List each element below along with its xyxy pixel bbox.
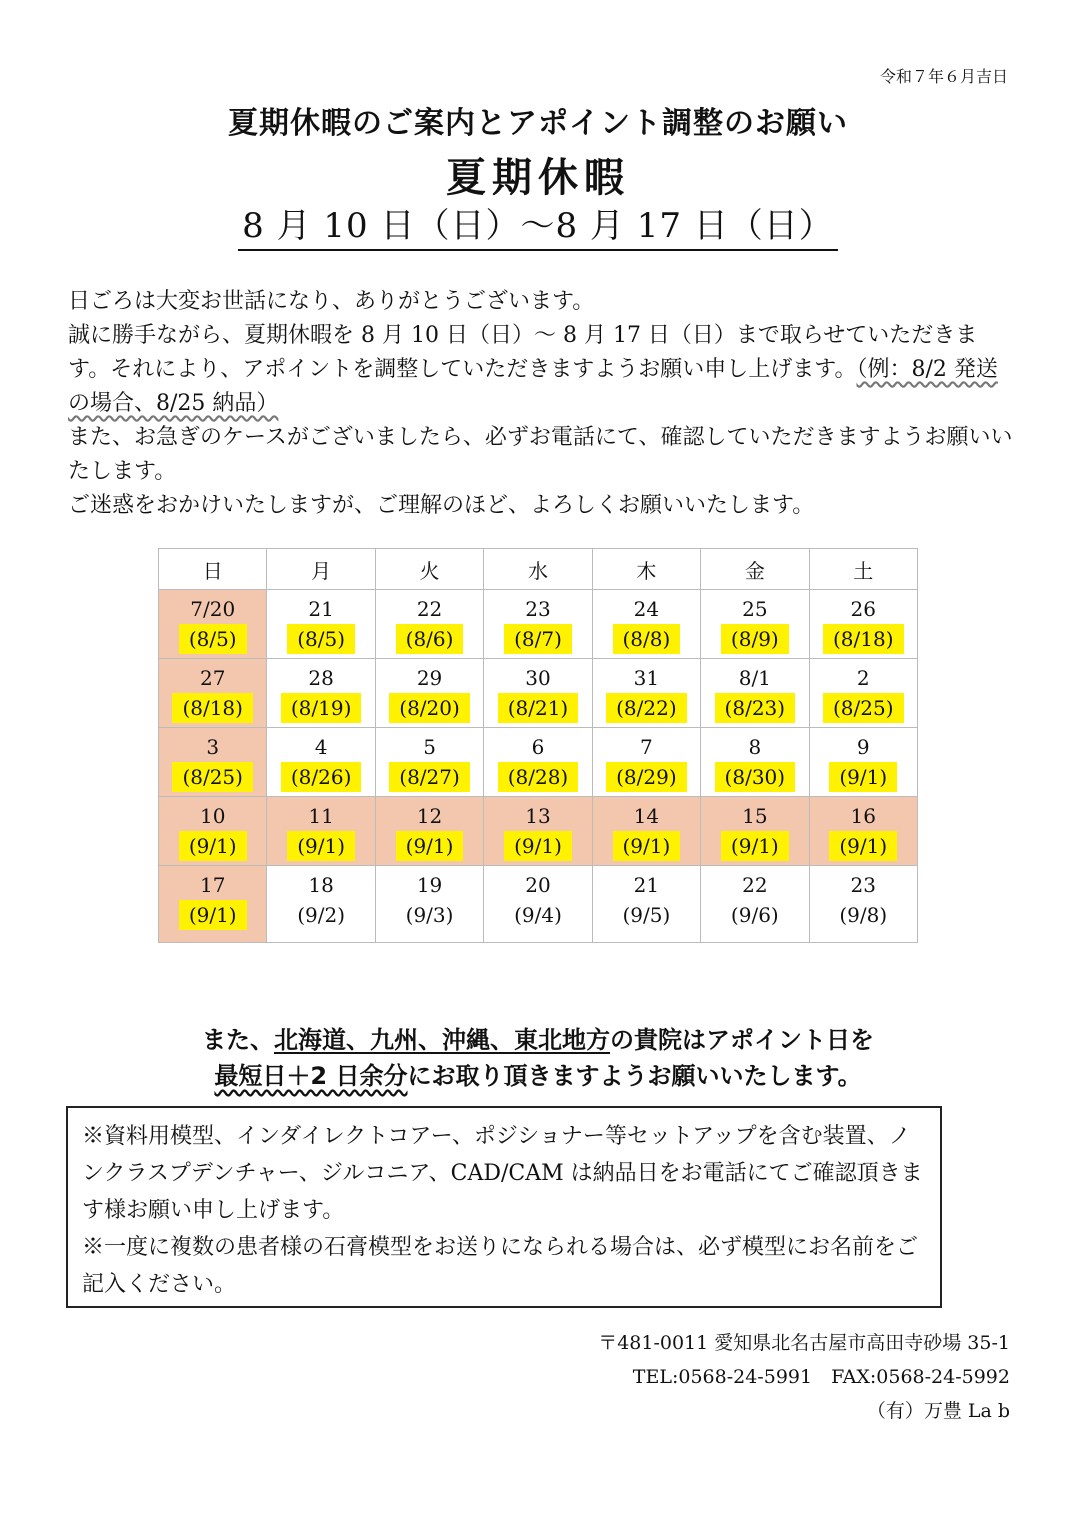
calendar-day-cell	[809, 866, 917, 943]
shipping-date: 4	[314, 735, 328, 759]
shipping-date: 9	[856, 735, 870, 759]
calendar-day-cell	[484, 590, 592, 659]
delivery-date: (9/6)	[730, 903, 779, 927]
delivery-example: （例：8/2 発送の場合、8/25 納品）	[68, 357, 998, 416]
issue-date: 令和７年６月吉日	[879, 67, 1008, 86]
delivery-date: (9/8)	[839, 903, 888, 927]
footer-company: （有）万豊 La b	[866, 1400, 1010, 1422]
shipping-date: 13	[525, 804, 551, 828]
shipping-date: 27	[199, 666, 226, 690]
delivery-date: (8/5)	[179, 624, 247, 654]
shipping-date: 19	[416, 873, 443, 897]
shipping-date: 17	[199, 873, 226, 897]
delivery-date: (8/6)	[396, 624, 464, 654]
shipping-date: 22	[416, 597, 443, 621]
delivery-date: (9/1)	[287, 831, 355, 861]
calendar-day-cell	[267, 659, 375, 728]
shipping-date: 8/1	[738, 666, 771, 690]
calendar-week-row	[159, 866, 918, 943]
calendar-week-row	[159, 797, 918, 866]
calendar-day-cell	[159, 797, 267, 866]
delivery-date: (8/25)	[172, 762, 253, 792]
delivery-date: (8/8)	[613, 624, 681, 654]
shipping-date: 8	[748, 735, 762, 759]
body-paragraph-apology: ご迷惑をおかけいたしますが、ご理解のほど、よろしくお願いいたします。	[68, 493, 815, 518]
calendar-day-cell	[592, 659, 700, 728]
calendar-day-cell	[592, 728, 700, 797]
footer-contact	[598, 1326, 1010, 1428]
calendar-day-cell	[267, 866, 375, 943]
delivery-date: (9/1)	[613, 831, 681, 861]
delivery-date: (8/29)	[606, 762, 687, 792]
delivery-date: (8/18)	[172, 693, 253, 723]
note-confirm-delivery: ※資料用模型、インダイレクトコアー、ポジショナー等セットアップを含む装置、ノンクラスプデンチャー、ジルコニア、CAD/CAM は納品日をお電話にてご確認頂きます様お願い申し上げます。	[82, 1124, 923, 1223]
delivery-date: (8/27)	[389, 762, 470, 792]
body-paragraph-urgent: また、お急ぎのケースがございましたら、必ずお電話にて、確認していただきますようお願いいたします。	[68, 425, 1013, 484]
shipping-date: 24	[633, 597, 660, 621]
calendar-week-row	[159, 590, 918, 659]
delivery-date: (8/21)	[498, 693, 579, 723]
delivery-date: (8/7)	[504, 624, 572, 654]
calendar-day-cell	[809, 659, 917, 728]
delivery-date: (9/2)	[297, 903, 346, 927]
delivery-date: (8/23)	[715, 693, 796, 723]
document-title: 夏期休暇のご案内とアポイント調整のお願い	[228, 106, 848, 141]
shipping-date: 6	[531, 735, 545, 759]
delivery-date: (9/1)	[179, 900, 247, 930]
notes-box	[66, 1106, 942, 1308]
shipping-date: 28	[308, 666, 334, 690]
notice-prefix: また、	[202, 1026, 274, 1054]
delivery-date: (8/5)	[287, 624, 355, 654]
weekday-header: 木	[592, 549, 700, 590]
weekday-header: 水	[484, 549, 592, 590]
weekday-header: 金	[701, 549, 809, 590]
shipping-date: 2	[856, 666, 870, 690]
calendar-day-cell	[701, 797, 809, 866]
shipping-date: 15	[742, 804, 768, 828]
calendar-day-cell	[484, 797, 592, 866]
holiday-sentence: 誠に勝手ながら、夏期休暇を 8 月 10 日（日）～ 8 月 17 日（日）まで取らせていただきます。それにより、アポイントを調整していただきますようお願い申し上げます。	[68, 323, 978, 382]
calendar-day-cell	[592, 797, 700, 866]
delivery-date: (9/1)	[721, 831, 789, 861]
calendar-day-cell	[267, 728, 375, 797]
shipping-date: 23	[850, 873, 876, 897]
calendar-day-cell	[701, 659, 809, 728]
calendar-day-cell	[701, 590, 809, 659]
delivery-calendar	[158, 548, 918, 943]
body-paragraph-holiday	[68, 319, 1018, 421]
shipping-date: 26	[850, 597, 876, 621]
shipping-date: 10	[199, 804, 226, 828]
calendar-day-cell	[701, 866, 809, 943]
shipping-date: 29	[416, 666, 443, 690]
calendar-day-cell	[267, 590, 375, 659]
calendar-day-cell	[484, 728, 592, 797]
calendar-day-cell	[809, 590, 917, 659]
calendar-day-cell	[375, 728, 483, 797]
calendar-day-cell	[267, 797, 375, 866]
shipping-date: 16	[850, 804, 876, 828]
calendar-day-cell	[159, 866, 267, 943]
shipping-date: 31	[633, 666, 660, 690]
delivery-date: (9/1)	[829, 831, 897, 861]
notice-suffix: の貴院はアポイント日を	[610, 1026, 874, 1054]
body-text	[68, 285, 1018, 523]
calendar-day-cell	[375, 659, 483, 728]
shipping-date: 7/20	[190, 597, 236, 621]
calendar-day-cell	[159, 728, 267, 797]
footer-address: 〒481-0011 愛知県北名古屋市高田寺砂場 35-1	[598, 1332, 1010, 1354]
footer-phone-fax: TEL:0568-24-5991 FAX:0568-24-5992	[632, 1366, 1010, 1388]
holiday-period-text: 8 月 10 日（日）～8 月 17 日（日）	[238, 198, 838, 251]
calendar-day-cell	[592, 866, 700, 943]
notice-extra-days: 最短日＋2 日余分	[214, 1062, 408, 1090]
weekday-header: 火	[375, 549, 483, 590]
delivery-date: (8/30)	[715, 762, 796, 792]
regional-notice-line1	[0, 1022, 1076, 1058]
delivery-date: (8/18)	[823, 624, 904, 654]
shipping-date: 22	[742, 873, 768, 897]
calendar-week-row	[159, 659, 918, 728]
calendar-day-cell	[809, 797, 917, 866]
document-subtitle: 夏期休暇	[446, 155, 630, 201]
calendar-day-cell	[484, 866, 592, 943]
calendar-day-cell	[809, 728, 917, 797]
shipping-date: 23	[525, 597, 551, 621]
shipping-date: 20	[525, 873, 551, 897]
calendar-day-cell	[592, 590, 700, 659]
delivery-date: (9/5)	[622, 903, 671, 927]
weekday-header: 月	[267, 549, 375, 590]
shipping-date: 18	[308, 873, 334, 897]
shipping-date: 14	[633, 804, 660, 828]
weekday-header: 土	[809, 549, 917, 590]
calendar-weekday-row	[159, 549, 918, 590]
shipping-date: 5	[423, 735, 436, 759]
delivery-date: (9/3)	[405, 903, 454, 927]
delivery-date: (8/28)	[498, 762, 579, 792]
delivery-date: (9/1)	[179, 831, 247, 861]
shipping-date: 7	[640, 735, 653, 759]
delivery-date: (8/9)	[721, 624, 789, 654]
calendar-day-cell	[375, 590, 483, 659]
holiday-period	[0, 198, 1076, 251]
calendar-week-row	[159, 728, 918, 797]
delivery-date: (9/1)	[829, 762, 897, 792]
delivery-date: (8/26)	[281, 762, 362, 792]
calendar-day-cell	[484, 659, 592, 728]
shipping-date: 21	[633, 873, 660, 897]
shipping-date: 3	[206, 735, 220, 759]
regional-notice	[0, 1022, 1076, 1094]
notice-request: にお取り頂きますようお願いいたします。	[407, 1062, 862, 1090]
delivery-date: (8/22)	[606, 693, 687, 723]
delivery-date: (9/1)	[396, 831, 464, 861]
delivery-date: (9/4)	[514, 903, 562, 927]
notice-regions: 北海道、九州、沖縄、東北地方	[274, 1026, 610, 1054]
delivery-date: (8/19)	[281, 693, 362, 723]
regional-notice-line2	[0, 1058, 1076, 1094]
calendar-day-cell	[159, 590, 267, 659]
delivery-date: (8/20)	[389, 693, 470, 723]
weekday-header: 日	[159, 549, 267, 590]
calendar-day-cell	[375, 797, 483, 866]
shipping-date: 21	[308, 597, 334, 621]
calendar-day-cell	[701, 728, 809, 797]
delivery-date: (9/1)	[504, 831, 572, 861]
calendar-day-cell	[159, 659, 267, 728]
shipping-date: 25	[742, 597, 768, 621]
shipping-date: 12	[416, 804, 443, 828]
note-label-models: ※一度に複数の患者様の石膏模型をお送りになられる場合は、必ず模型にお名前をご記入ください。	[82, 1235, 919, 1297]
body-paragraph-greeting: 日ごろは大変お世話になり、ありがとうございます。	[68, 289, 595, 314]
calendar-day-cell	[375, 866, 483, 943]
shipping-date: 30	[525, 666, 551, 690]
delivery-date: (8/25)	[823, 693, 904, 723]
shipping-date: 11	[308, 804, 334, 828]
